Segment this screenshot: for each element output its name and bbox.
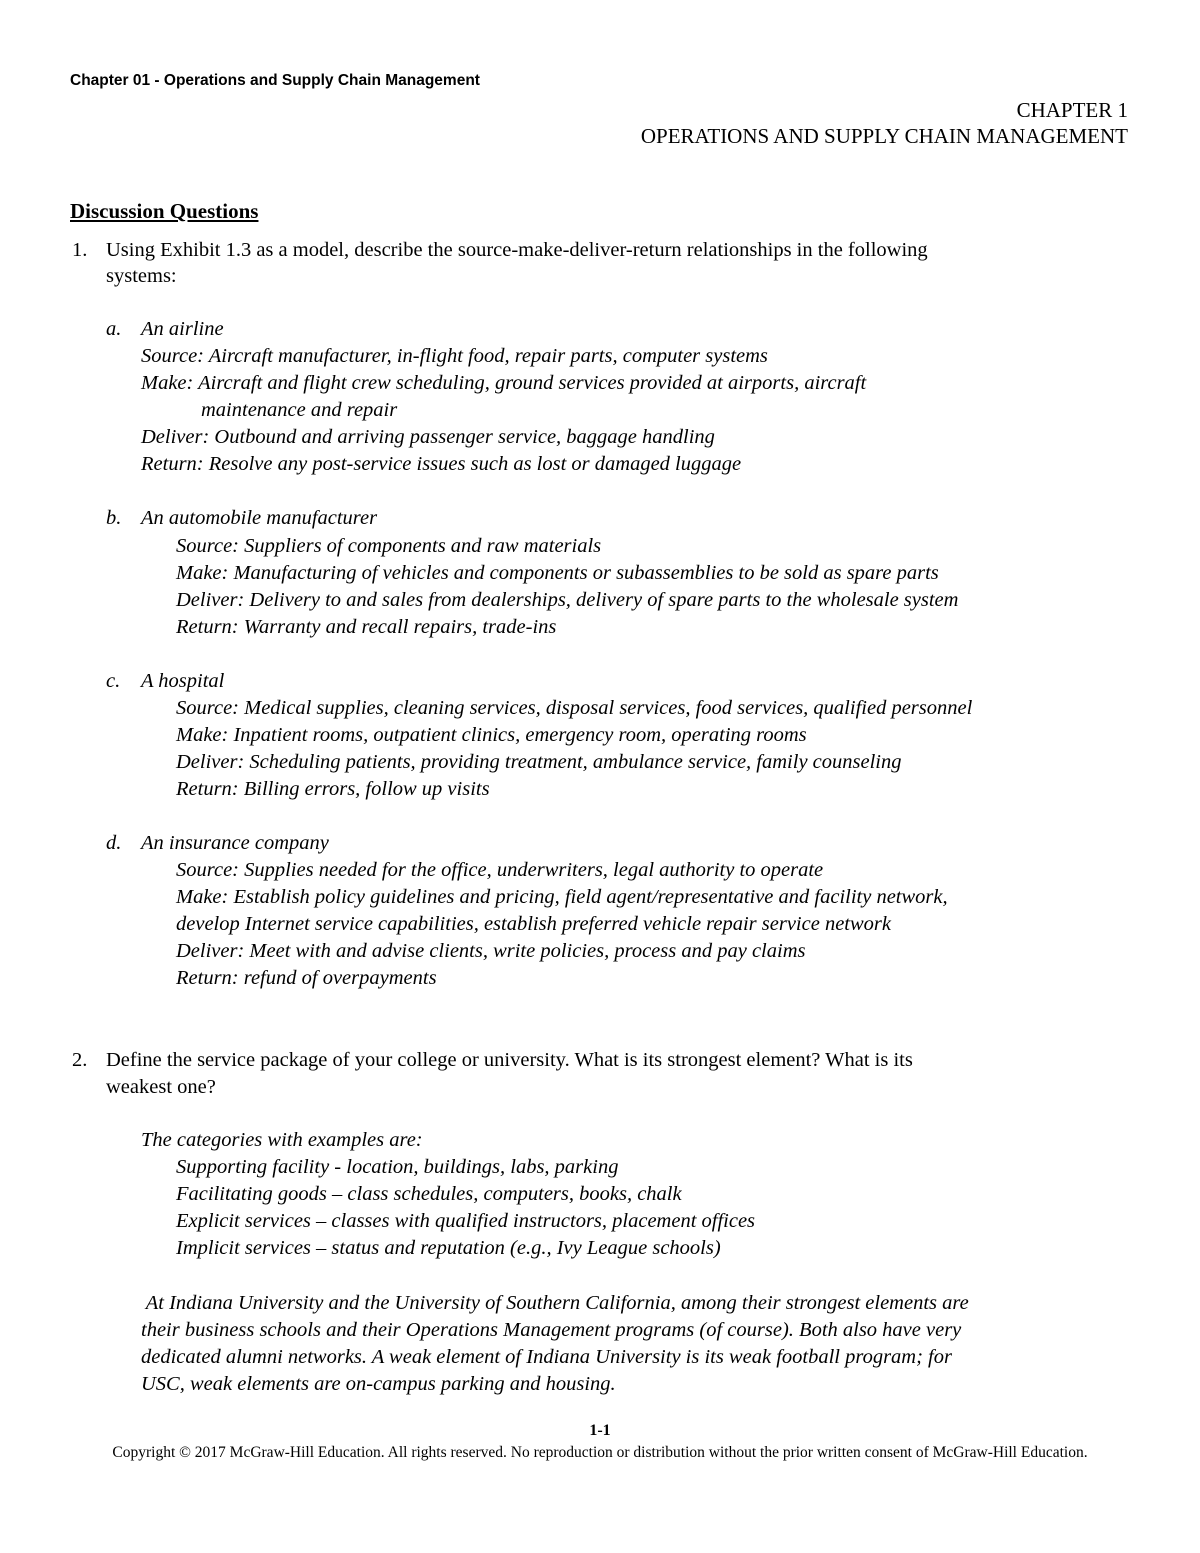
part-c-make: Make: Inpatient rooms, outpatient clinics, emergency room, operating rooms [176,724,807,746]
part-d-make-line1: Make: Establish policy guidelines and pricing, field agent/representative and facility network, [176,886,948,908]
page-number: 1-1 [589,1422,611,1439]
chapter-title: OPERATIONS AND SUPPLY CHAIN MANAGEMENT [640,124,1128,148]
chapter-number: CHAPTER 1 [1016,98,1128,122]
part-a-source: Source: Aircraft manufacturer, in-flight food, repair parts, computer systems [141,345,768,367]
part-d-deliver: Deliver: Meet with and advise clients, write policies, process and pay claims [176,940,806,962]
part-c-title: A hospital [141,670,225,692]
part-a-deliver: Deliver: Outbound and arriving passenger service, baggage handling [141,426,715,448]
part-d-letter: d. [106,832,122,854]
part-a-title: An airline [141,318,224,340]
part-d-return: Return: refund of overpayments [176,967,437,989]
part-b-return: Return: Warranty and recall repairs, trade-ins [176,616,557,638]
running-header: Chapter 01 - Operations and Supply Chain Management [70,72,480,89]
question-2-text-line2: weakest one? [106,1076,216,1098]
part-b-deliver: Deliver: Delivery to and sales from dealerships, delivery of spare parts to the wholesale system [176,589,959,611]
category-item: Supporting facility - location, buildings, labs, parking [176,1156,619,1178]
category-item: Implicit services – status and reputation (e.g., Ivy League schools) [176,1237,721,1259]
part-d-source: Source: Supplies needed for the office, underwriters, legal authority to operate [176,859,824,881]
part-b-letter: b. [106,507,122,529]
part-c-source: Source: Medical supplies, cleaning services, disposal services, food services, qualified personnel [176,697,973,719]
category-item: Facilitating goods – class schedules, computers, books, chalk [176,1183,682,1205]
categories-intro: The categories with examples are: [141,1129,423,1151]
answer-line: USC, weak elements are on-campus parking and housing. [141,1373,616,1395]
part-a-make-line2: maintenance and repair [201,399,398,421]
part-a-return: Return: Resolve any post-service issues such as lost or damaged luggage [141,453,742,475]
part-c-return: Return: Billing errors, follow up visits [176,778,490,800]
part-a-letter: a. [106,318,122,340]
question-1-number: 1. [72,239,88,261]
part-b-title: An automobile manufacturer [141,507,378,529]
question-1-text-line1: Using Exhibit 1.3 as a model, describe the source-make-deliver-return relationships in the following [106,239,928,261]
question-2-number: 2. [72,1049,88,1071]
copyright-notice: Copyright © 2017 McGraw-Hill Education. All rights reserved. No reproduction or distribution without the prior written consent of McGraw-Hill Education. [112,1444,1088,1461]
category-item: Explicit services – classes with qualified instructors, placement offices [176,1210,756,1232]
answer-line: dedicated alumni networks. A weak element of Indiana University is its weak football program; for [141,1346,952,1368]
part-b-source: Source: Suppliers of components and raw materials [176,535,602,557]
question-1-text-line2: systems: [106,265,177,287]
section-heading: Discussion Questions [70,199,259,223]
question-2-text-line1: Define the service package of your college or university. What is its strongest element? What is its [106,1049,913,1071]
part-d-make-line2: develop Internet service capabilities, establish preferred vehicle repair service network [176,913,891,935]
answer-line: At Indiana University and the University of Southern California, among their strongest elements are [141,1292,969,1314]
part-b-make: Make: Manufacturing of vehicles and components or subassemblies to be sold as spare parts [176,562,939,584]
answer-line: their business schools and their Operations Management programs (of course). Both also have very [141,1319,962,1341]
part-c-deliver: Deliver: Scheduling patients, providing treatment, ambulance service, family counseling [176,751,902,773]
part-d-title: An insurance company [141,832,329,854]
part-c-letter: c. [106,670,121,692]
part-a-make-line1: Make: Aircraft and flight crew scheduling, ground services provided at airports, aircraft [141,372,867,394]
